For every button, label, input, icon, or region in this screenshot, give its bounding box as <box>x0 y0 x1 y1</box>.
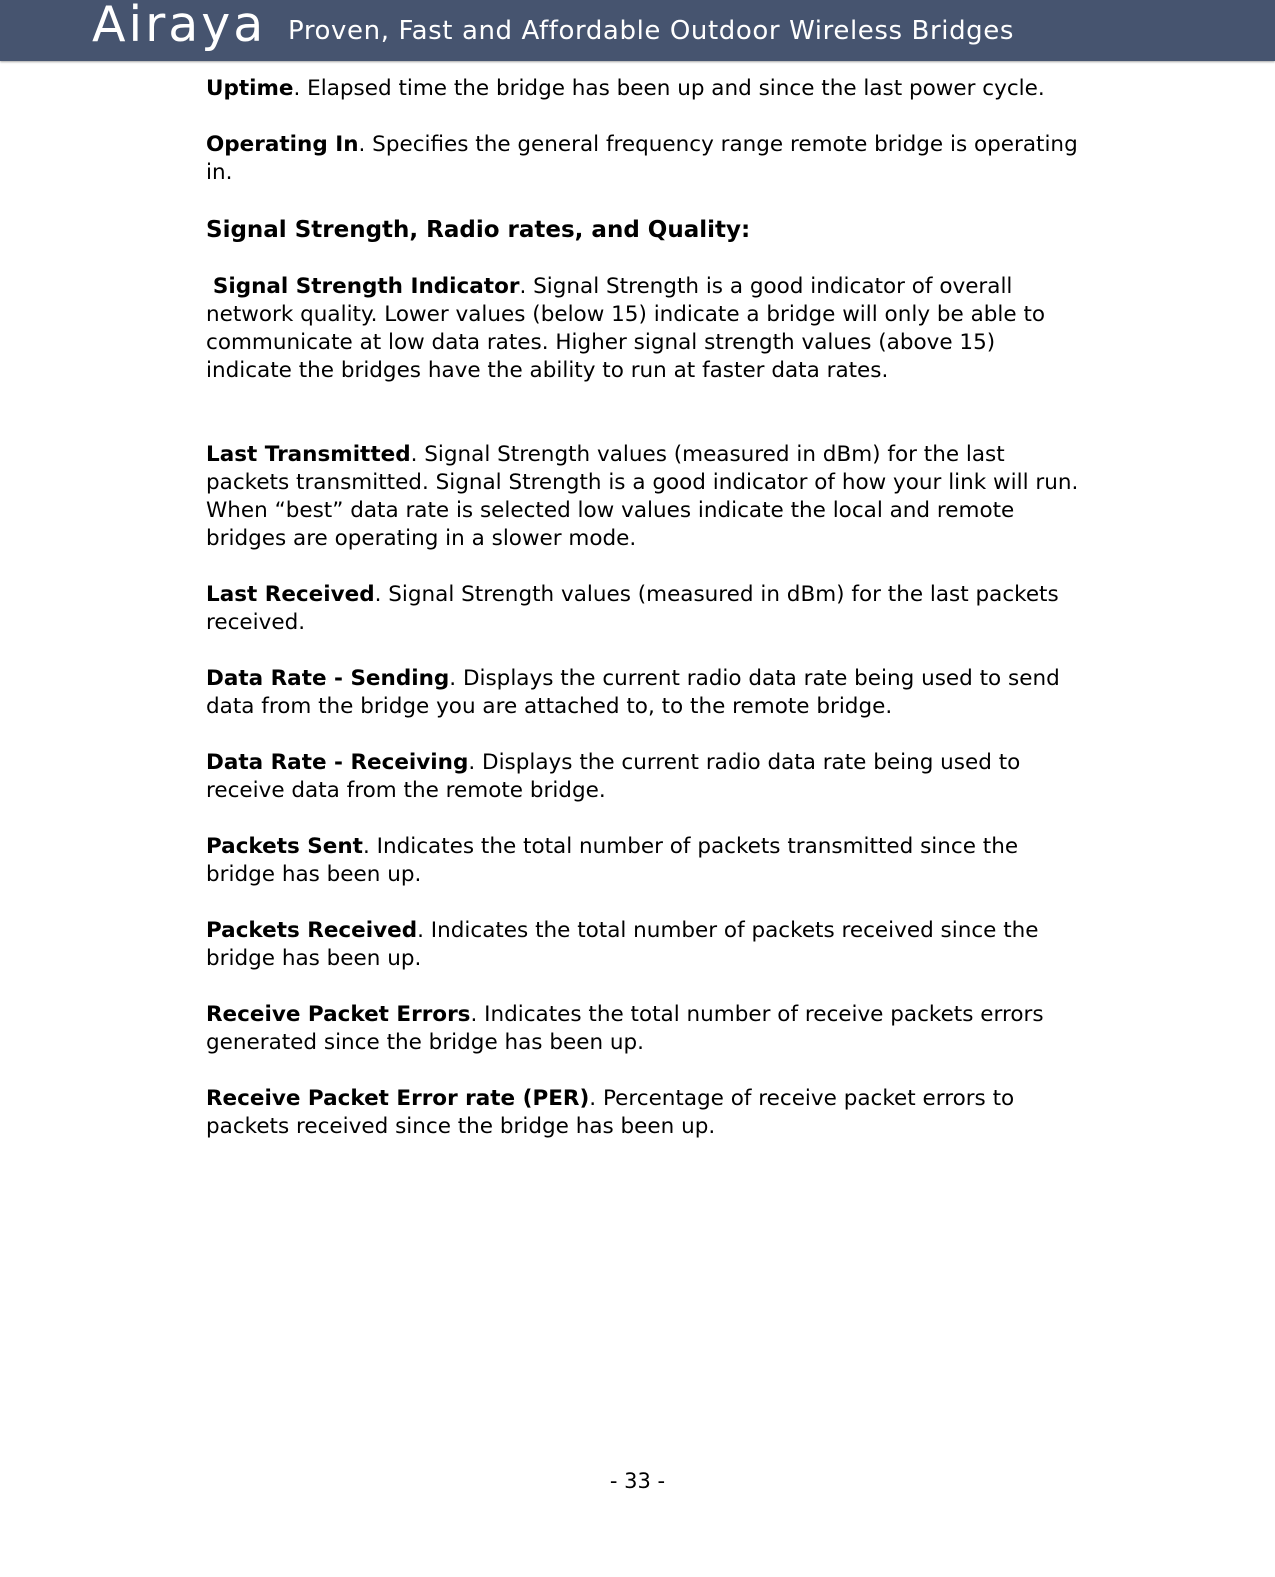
definition-term: Receive Packet Error rate (PER) <box>206 1086 590 1111</box>
definition-last-received <box>206 581 1086 637</box>
definition-term: Last Transmitted <box>206 442 411 467</box>
page-number: - 33 - <box>609 1469 666 1493</box>
definition-packets-received <box>206 917 1086 973</box>
header-band <box>0 0 1275 61</box>
definition-signal-strength-indicator <box>206 273 1086 385</box>
definition-receive-packet-errors <box>206 1001 1086 1057</box>
definition-operating-in <box>206 131 1086 187</box>
definition-receive-packet-error-rate <box>206 1085 1086 1141</box>
definition-term: Signal Strength Indicator <box>212 274 520 299</box>
definition-text: . Elapsed time the bridge has been up and since the last power cycle. <box>293 76 1045 101</box>
definition-term: Operating In <box>206 132 359 157</box>
definition-uptime <box>206 75 1086 103</box>
definition-text: . Indicates the total number of receive packets errors generated since the bridge has been up. <box>206 1002 1044 1055</box>
definition-text: . Indicates the total number of packets transmitted since the bridge has been up. <box>206 834 1019 887</box>
definition-term: Data Rate - Receiving <box>206 750 469 775</box>
definition-term: Packets Sent <box>206 834 363 859</box>
brand-logo-text: Airaya <box>92 0 267 53</box>
definition-term: Last Received <box>206 582 375 607</box>
definition-term: Packets Received <box>206 918 418 943</box>
definition-text: . Indicates the total number of packets received since the bridge has been up. <box>206 918 1039 971</box>
definition-text: . Displays the current radio data rate being used to receive data from the remote bridge. <box>206 750 1021 803</box>
section-heading: Signal Strength, Radio rates, and Quality: <box>206 217 751 243</box>
definition-text: . Signal Strength values (measured in dBm) for the last packets transmitted. Signal Strength is a good indicator of how your link will run. When “best” data rate is selected low values indicate the local and remote bridges are operating in a slower mode. <box>206 442 1079 551</box>
definition-term: Data Rate - Sending <box>206 666 450 691</box>
document-body <box>206 75 1086 1141</box>
definition-data-rate-sending <box>206 665 1086 721</box>
definition-packets-sent <box>206 833 1086 889</box>
definition-data-rate-receiving <box>206 749 1086 805</box>
definition-text: . Specifies the general frequency range remote bridge is operating in. <box>206 132 1078 185</box>
definition-term: Receive Packet Errors <box>206 1002 471 1027</box>
definition-text: . Signal Strength is a good indicator of overall network quality. Lower values (below 15) indicate a bridge will only be able to communicate at low data rates. Higher signal strength values (above 15) indicate the bridges have the ability to run at faster data rates. <box>206 274 1046 383</box>
definition-text: . Signal Strength values (measured in dBm) for the last packets received. <box>206 582 1059 635</box>
header-tagline: Proven, Fast and Affordable Outdoor Wireless Bridges <box>288 16 1015 46</box>
definition-text: . Percentage of receive packet errors to packets received since the bridge has been up. <box>206 1086 1015 1139</box>
definition-last-transmitted <box>206 441 1086 553</box>
definition-term: Uptime <box>206 76 294 101</box>
definition-text: . Displays the current radio data rate being used to send data from the bridge you are attached to, to the remote bridge. <box>206 666 1060 719</box>
